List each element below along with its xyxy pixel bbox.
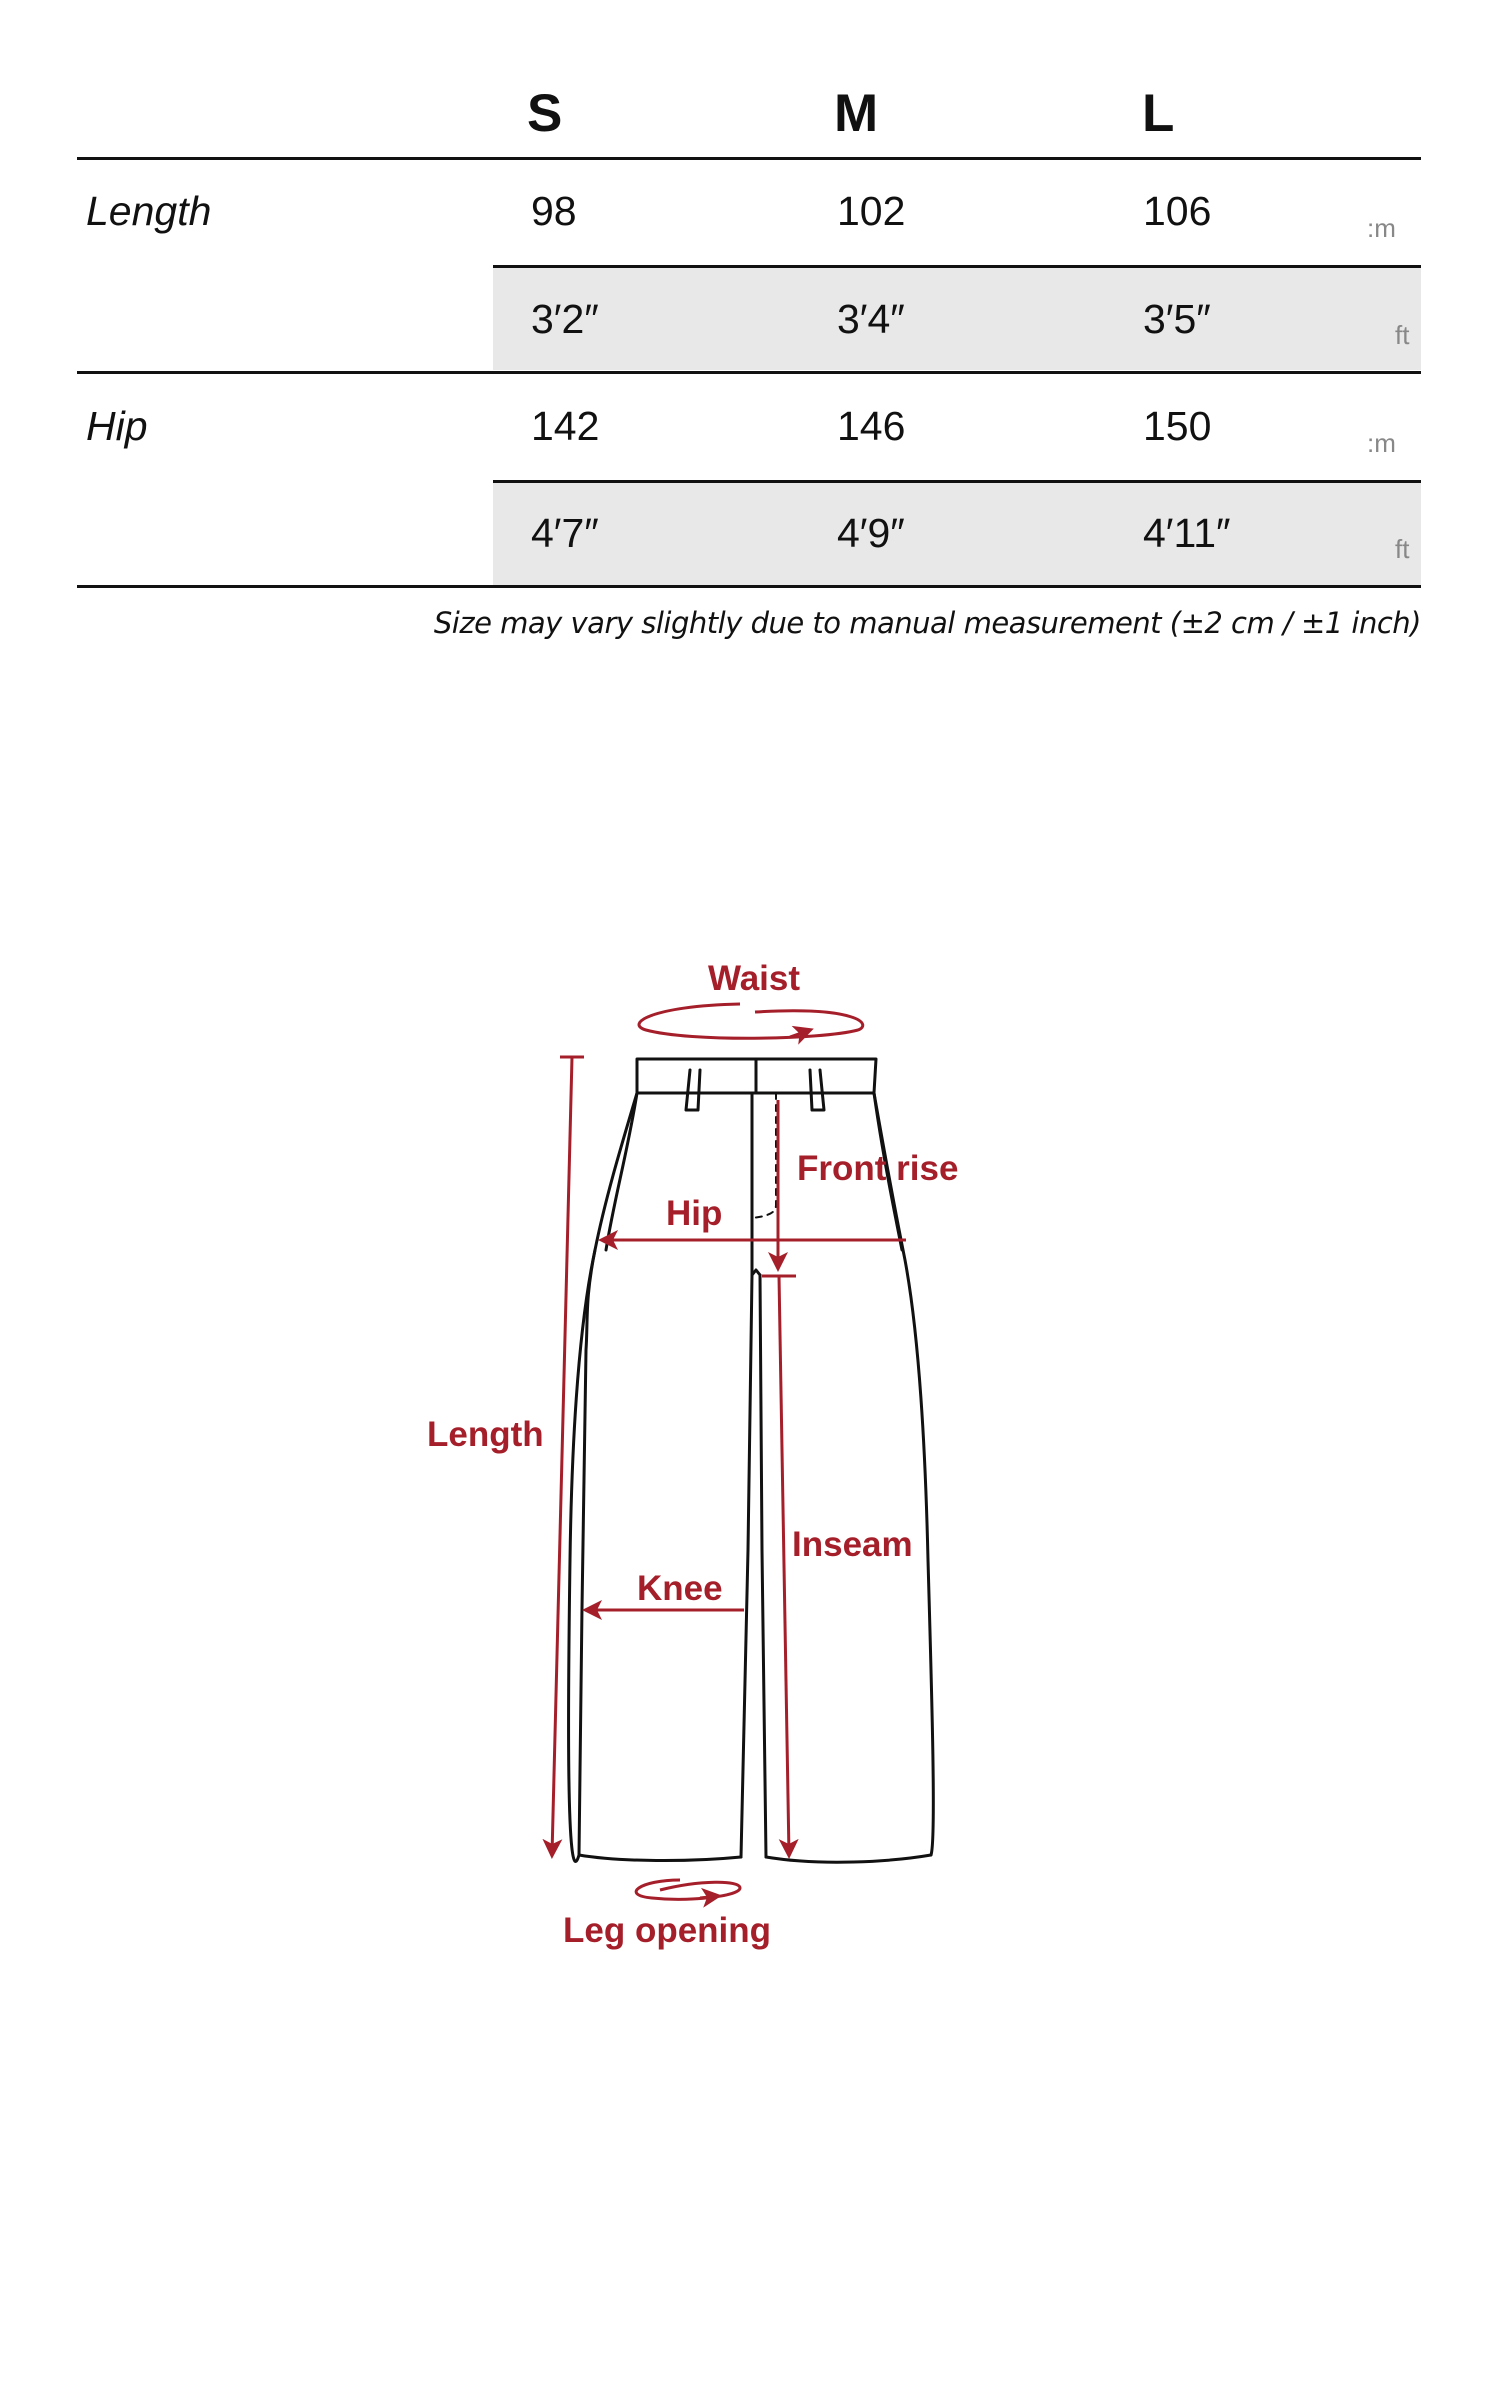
- size-header-m: M: [834, 84, 879, 143]
- length-label: Length: [427, 1415, 544, 1454]
- row-label-hip: Hip: [86, 403, 148, 449]
- right-leg-inner: [760, 1275, 766, 1857]
- belt-loop-right: [810, 1070, 824, 1110]
- waist-label: Waist: [707, 959, 801, 998]
- hip-cm-m: 146: [837, 403, 906, 449]
- knee-label: Knee: [637, 1569, 723, 1608]
- measurement-arrows: [552, 1004, 906, 1899]
- right-leg-outer: [874, 1093, 933, 1855]
- hip-label: Hip: [666, 1194, 723, 1233]
- leg-opening-arrow-tip: [700, 1896, 718, 1898]
- left-leg-inner: [741, 1275, 752, 1857]
- left-pocket: [606, 1093, 637, 1250]
- row-label-length: Length: [86, 188, 212, 234]
- inseam-label: Inseam: [792, 1525, 913, 1564]
- left-leg-outer: [569, 1093, 637, 1861]
- length-ft-l: 3′5″: [1143, 296, 1211, 342]
- hip-cm-s: 142: [531, 403, 600, 449]
- length-cm-m: 102: [837, 188, 906, 234]
- left-hem: [579, 1855, 741, 1861]
- waist-arrow: [639, 1004, 863, 1038]
- length-cm-l: 106: [1143, 188, 1212, 234]
- length-ft-m: 3′4″: [837, 296, 905, 342]
- hip-ft-s: 4′7″: [531, 510, 599, 556]
- leg-opening-label: Leg opening: [563, 1911, 772, 1950]
- inseam-arrow: [779, 1276, 789, 1855]
- fly-stitch: [752, 1093, 776, 1218]
- leg-opening-arrow: [636, 1880, 740, 1899]
- length-cm-s: 98: [531, 188, 577, 234]
- front-rise-label: Front rise: [797, 1149, 959, 1188]
- size-header-l: L: [1142, 84, 1175, 143]
- measurement-note: Size may vary slightly due to manual measurement (±2 cm / ±1 inch): [433, 606, 1421, 640]
- length-cm-unit: :m: [1367, 213, 1396, 243]
- size-header-s: S: [527, 84, 563, 143]
- length-ft-unit: ft: [1395, 320, 1410, 350]
- hip-ft-m: 4′9″: [837, 510, 905, 556]
- hip-cm-l: 150: [1143, 403, 1212, 449]
- hip-cm-unit: :m: [1367, 428, 1396, 458]
- length-ft-s: 3′2″: [531, 296, 599, 342]
- hip-ft-unit: ft: [1395, 534, 1410, 564]
- hip-ft-l: 4′11″: [1143, 510, 1231, 556]
- belt-loop-left: [686, 1070, 700, 1110]
- right-hem: [766, 1855, 931, 1862]
